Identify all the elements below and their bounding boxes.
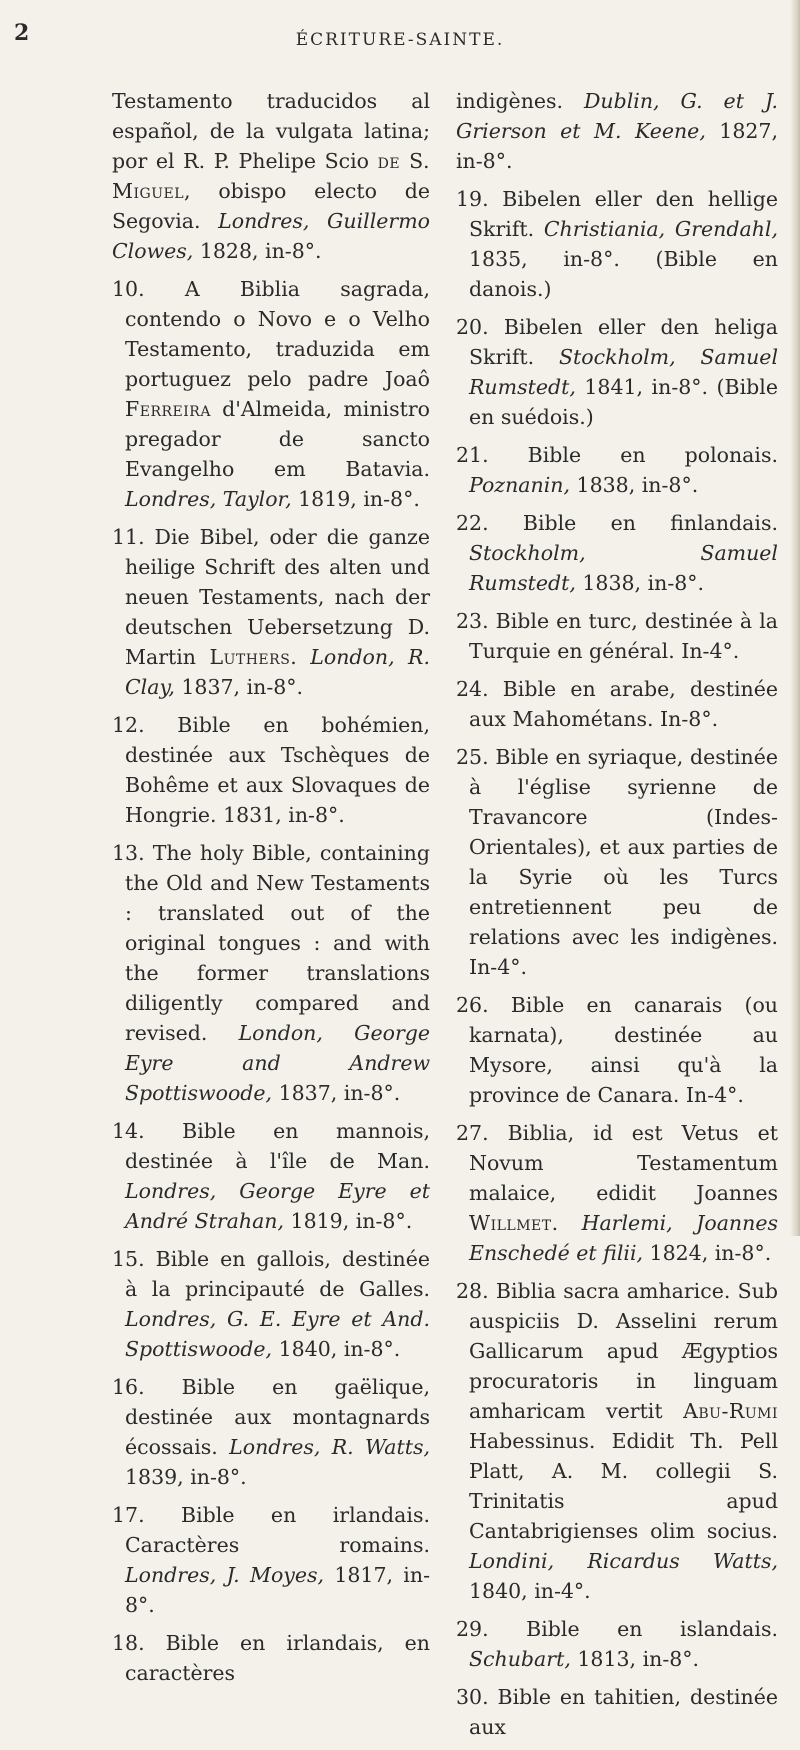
entry-head: 28. Biblia sacra amharice. Sub auspiciis D. Asselini rerum Gallicarum apud Ægyptios procuratoris in linguam amharicam vertit: [456, 1279, 778, 1423]
entry-sc: Ferreira: [125, 397, 211, 421]
entry-end: 1819, in-8°.: [284, 1209, 413, 1233]
entry-tail: Habessinus. Edidit Th. Pell Platt, A. M. collegii S. Trinitatis apud Cantabrigienses olim socius.: [469, 1429, 778, 1543]
entry-pub: Londres, G. E. Eyre et And. Spottiswoode,: [125, 1307, 430, 1361]
bibliography-entry: [456, 674, 778, 734]
entry-pub: Poznanin,: [469, 473, 571, 497]
bibliography-entry: [456, 1614, 778, 1674]
entry-pub: London, George Eyre and Andrew Spottiswoode,: [125, 1021, 430, 1105]
bibliography-entry: [456, 742, 778, 982]
bibliography-entry: [456, 440, 778, 500]
entry-pub: Stockholm, Samuel Rumstedt,: [469, 345, 779, 399]
entry-tail: , obispo electo de Segovia.: [112, 179, 430, 233]
bibliography-entry: [112, 522, 430, 702]
bibliography-entry: [112, 1244, 430, 1364]
entry-head: 20. Bibelen eller den heliga Skrift.: [456, 315, 778, 369]
page-edge: [790, 0, 800, 1236]
entry-pub: Londres, George Eyre et André Strahan,: [125, 1179, 430, 1233]
entry-pub: Londres, J. Moyes,: [125, 1563, 325, 1587]
entry-tail: .: [290, 645, 311, 669]
entry-head: 17. Bible en irlandais. Caractères romains.: [112, 1503, 430, 1557]
entry-end: 1840, in-4°.: [469, 1579, 591, 1603]
entry-end: 1828, in-8°.: [193, 239, 322, 263]
entry-end: 1819, in-8°.: [291, 487, 420, 511]
entry-head: 30. Bible en tahitien, destinée aux: [456, 1685, 778, 1739]
entry-head: 24. Bible en arabe, destinée aux Mahométans. In-8°.: [456, 677, 778, 731]
entry-head: 14. Bible en mannois, destinée à l'île de Man.: [112, 1119, 430, 1173]
entry-end: 1835, in-8°. (Bible en danois.): [469, 247, 778, 301]
entry-pub: London, R. Clay,: [125, 645, 430, 699]
bibliography-entry: [112, 1500, 430, 1620]
entry-pub: Harlemi, Joannes Enschedé et filii,: [469, 1211, 778, 1265]
entry-head: 16. Bible en gaëlique, destinée aux montagnards écossais.: [112, 1375, 430, 1459]
entry-end: 1838, in-8°.: [575, 571, 705, 595]
left-column: [112, 86, 430, 1696]
entry-tail: .: [551, 1211, 582, 1235]
entry-end: 1839, in-8°.: [125, 1465, 247, 1489]
bibliography-entry: [456, 1276, 778, 1606]
entry-pub: Christiania, Grendahl,: [543, 217, 778, 241]
bibliography-entry: [456, 990, 778, 1110]
entry-end: 1813, in-8°.: [570, 1647, 700, 1671]
entry-end: 1827, in-8°.: [456, 119, 778, 173]
entry-pub: Schubart,: [469, 1647, 571, 1671]
bibliography-entry: [456, 86, 778, 176]
entry-end: 1837, in-8°.: [272, 1081, 401, 1105]
entry-tail: d'Almeida, ministro pregador de sancto Evangelho em Batavia.: [125, 397, 430, 481]
bibliography-entry: [456, 606, 778, 666]
bibliography-entry: [112, 1372, 430, 1492]
entry-end: 1838, in-8°.: [570, 473, 699, 497]
entry-pub: Londres, Taylor,: [125, 487, 292, 511]
bibliography-entry: [456, 508, 778, 598]
entry-pub: Londini, Ricardus Watts,: [469, 1549, 778, 1573]
entry-head: 21. Bible en polonais.: [456, 443, 778, 467]
entry-head: 29. Bible en islandais.: [456, 1617, 778, 1641]
bibliography-entry: [456, 184, 778, 304]
entry-head: 23. Bible en turc, destinée à la Turquie en général. In-4°.: [456, 609, 778, 663]
entry-head: 12. Bible en bohémien, destinée aux Tschèques de Bohême et aux Slovaques de Hongrie. 1831, in-8°.: [112, 713, 430, 827]
entry-head: 15. Bible en gallois, destinée à la principauté de Galles.: [112, 1247, 430, 1301]
bibliography-entry: [112, 86, 430, 266]
entry-head: 25. Bible en syriaque, destinée à l'église syrienne de Travancore (Indes-Orientales), et aux parties de la Syrie où les Turcs entretiennent peu de relations avec les indigènes. In-4°.: [456, 745, 778, 979]
entry-pub: Londres, Guillermo Clowes,: [112, 209, 430, 263]
entry-sc: Abu-Rumi: [683, 1399, 778, 1423]
running-head: ÉCRITURE-SAINTE.: [295, 30, 505, 50]
entry-head: indigènes.: [456, 89, 584, 113]
bibliography-entry: [112, 1116, 430, 1236]
bibliography-entry: [112, 1628, 430, 1688]
entry-end: 1817, in-8°.: [125, 1563, 430, 1617]
page-number: 2: [14, 20, 30, 46]
entry-head: 10. A Biblia sagrada, contendo o Novo e o Velho Testamento, traduzida em portuguez pelo padre Joaô: [112, 277, 430, 391]
entry-pub: Dublin, G. et J. Grierson et M. Keene,: [456, 89, 778, 143]
entry-sc: Willmet: [469, 1211, 552, 1235]
entry-head: 22. Bible en finlandais.: [456, 511, 778, 535]
entry-end: 1824, in-8°.: [643, 1241, 772, 1265]
entry-end: 1840, in-8°.: [272, 1337, 401, 1361]
entry-end: 1841, in-8°. (Bible en suédois.): [469, 375, 778, 429]
entry-sc: de S. Miguel: [112, 149, 431, 203]
right-column: [456, 86, 778, 1750]
bibliography-entry: [456, 312, 778, 432]
entry-end: 1837, in-8°.: [174, 675, 304, 699]
bibliography-entry: [456, 1682, 778, 1742]
entry-head: 11. Die Bibel, oder die ganze heilige Schrift des alten und neuen Testaments, nach der deutschen Uebersetzung D. Martin: [112, 525, 430, 669]
entry-head: Testamento traducidos al español, de la vulgata latina; por el R. P. Phelipe Scio: [112, 89, 430, 173]
bibliography-entry: [112, 838, 430, 1108]
entry-head: 27. Biblia, id est Vetus et Novum Testamentum malaice, edidit Joannes: [456, 1121, 778, 1205]
entry-head: 18. Bible en irlandais, en caractères: [112, 1631, 430, 1685]
entry-head: 26. Bible en canarais (ou karnata), destinée au Mysore, ainsi qu'à la province de Canara. In-4°.: [456, 993, 778, 1107]
bibliography-entry: [112, 710, 430, 830]
entry-pub: Londres, R. Watts,: [229, 1435, 431, 1459]
bibliography-entry: [112, 274, 430, 514]
bibliography-entry: [456, 1118, 778, 1268]
entry-head: 13. The holy Bible, containing the Old and New Testaments : translated out of the original tongues : and with the former translations diligently compared and revised.: [112, 841, 430, 1045]
entry-head: 19. Bibelen eller den hellige Skrift.: [456, 187, 778, 241]
entry-sc: Luthers: [209, 645, 291, 669]
entry-pub: Stockholm, Samuel Rumstedt,: [469, 541, 778, 595]
